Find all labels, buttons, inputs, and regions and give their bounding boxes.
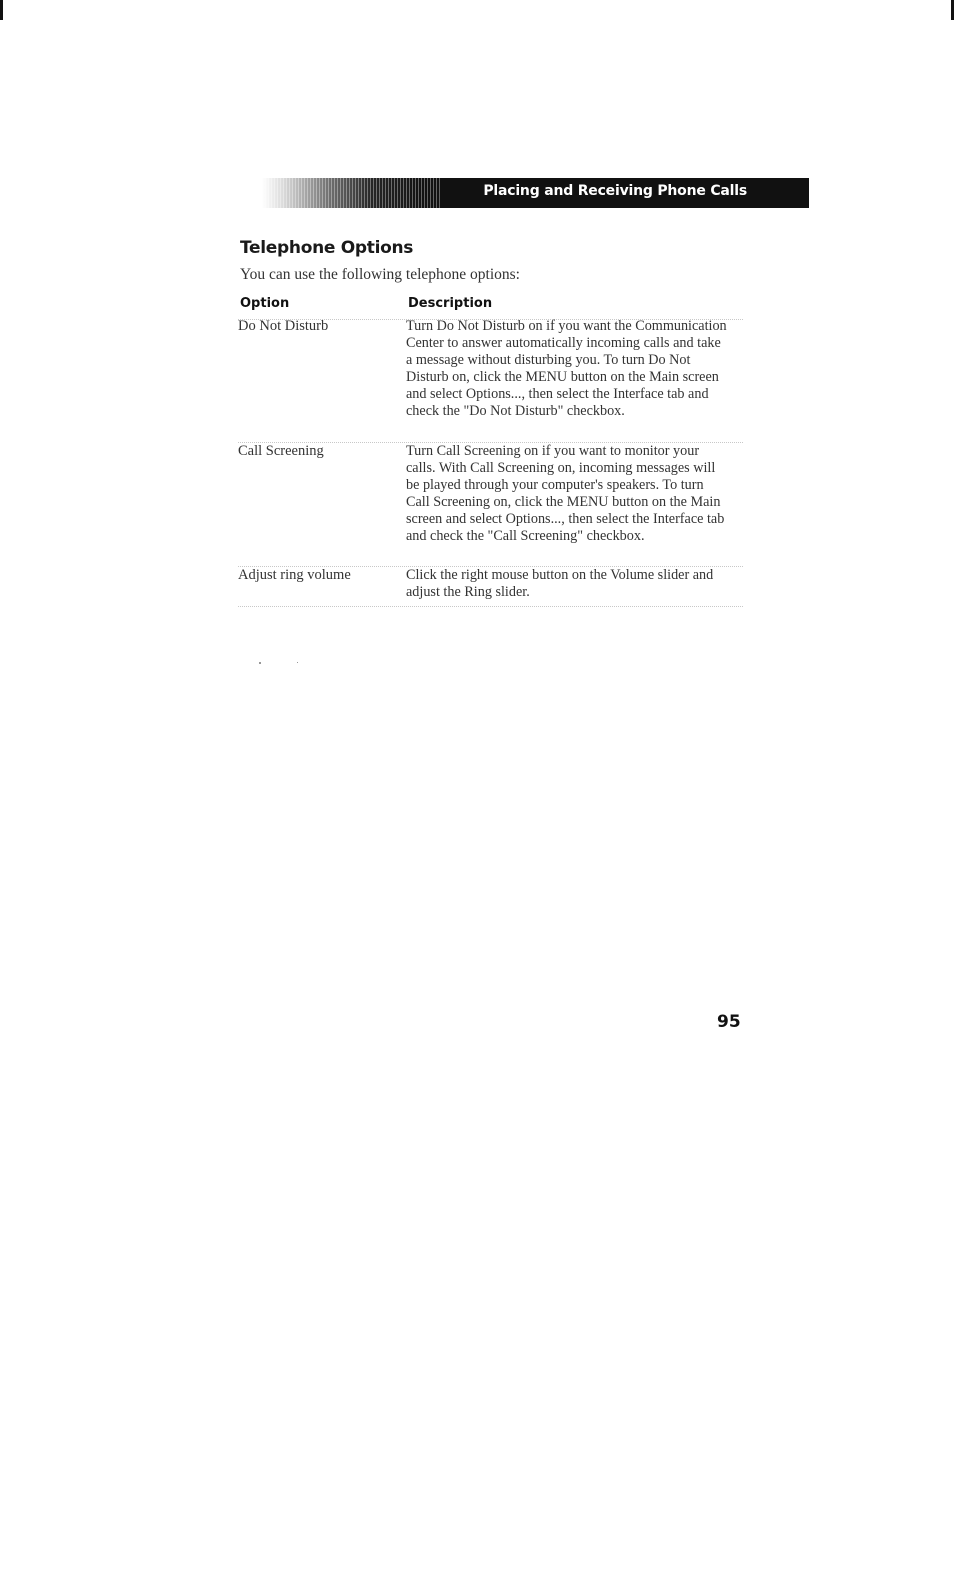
chapter-title: Placing and Receiving Phone Calls xyxy=(483,183,747,199)
column-header-description: Description xyxy=(408,296,493,311)
intro-text: You can use the following telephone options: xyxy=(240,266,520,283)
scan-edge-mark-left xyxy=(0,0,3,20)
page-number: 95 xyxy=(717,1012,741,1032)
chapter-header-band xyxy=(262,178,809,208)
scan-speck xyxy=(259,662,261,664)
option-cell: Do Not Disturb xyxy=(238,318,329,334)
description-cell: Turn Call Screening on if you want to monitor your calls. With Call Screening on, incoming messages will be played through your computer's speakers. To turn Call Screening on, click the MENU button on the Main screen and select Options..., then select the Interface tab and check the "Call Screening" checkbox. xyxy=(406,443,725,545)
scan-speck xyxy=(297,662,298,663)
option-cell: Adjust ring volume xyxy=(238,567,351,583)
section-title: Telephone Options xyxy=(240,238,414,258)
header-dither-pattern xyxy=(262,178,442,208)
option-cell: Call Screening xyxy=(238,443,324,459)
table-rule xyxy=(238,606,743,607)
description-cell: Click the right mouse button on the Volume slider and adjust the Ring slider. xyxy=(406,567,714,601)
description-cell: Turn Do Not Disturb on if you want the Communication Center to answer automatically incoming calls and take a message without disturbing you. To turn Do Not Disturb on, click the MENU button on the Main screen and select Options..., then select the Interface tab and check the "Do Not Disturb" checkbox. xyxy=(406,318,727,420)
column-header-option: Option xyxy=(240,296,290,311)
